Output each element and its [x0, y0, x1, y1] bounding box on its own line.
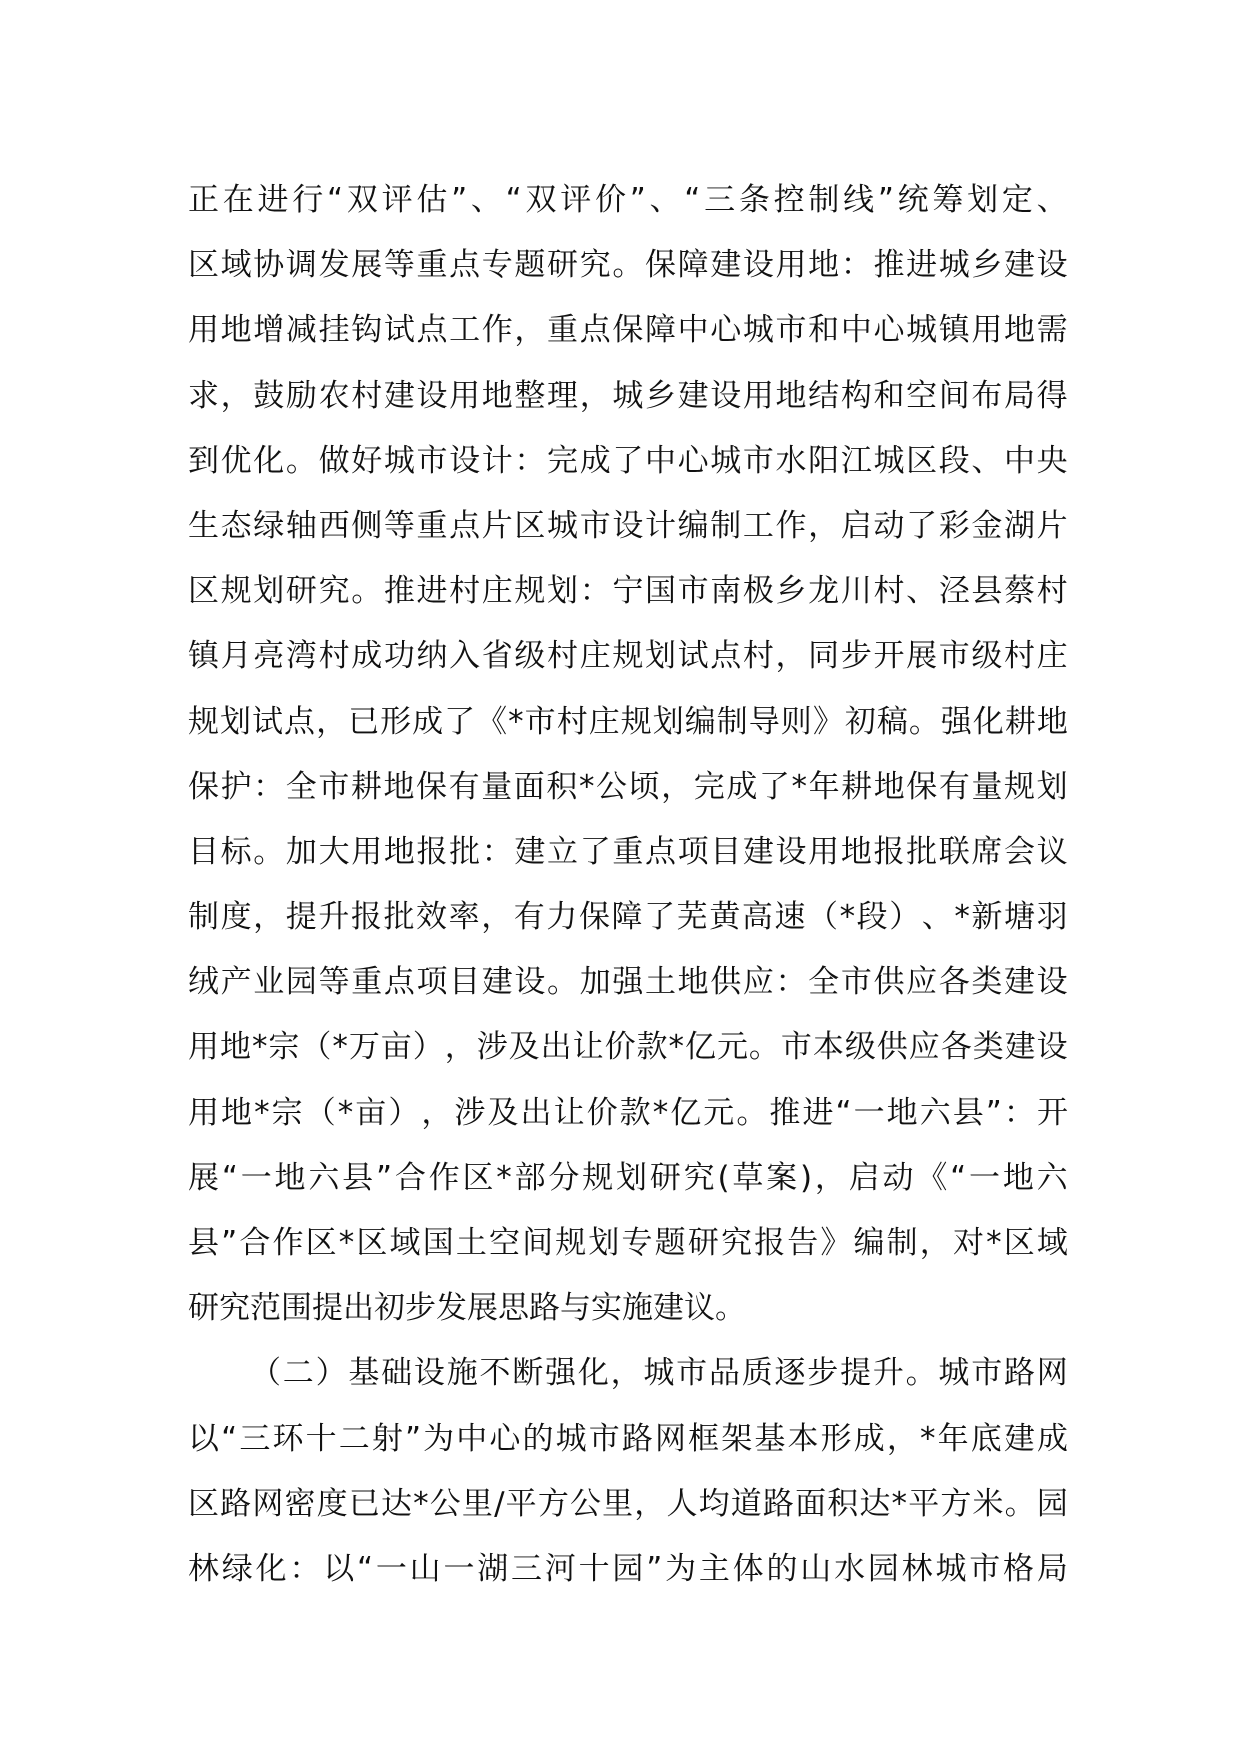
text-line-9: 规 划 试 点 ， 已 形 成 了 《 * 市 村 庄 规 划 编 制 导 则 》 初 稿 。 强 化 耕 地: [188, 703, 1068, 740]
text-line-13: 绒 产 业 园 等 重 点 项 目 建 设 。 加 强 土 地 供 应 ： 全 市 供 应 各 类 建 设: [188, 964, 1068, 1001]
body-text: [188, 168, 1068, 1602]
text-line-17: 县 ” 合 作 区 * 区 域 国 土 空 间 规 划 专 题 研 究 报 告 》 编 制 ， 对 * 区 域: [188, 1225, 1068, 1261]
text-line-15: 用 地 * 宗 （ * 亩 ） ， 涉 及 出 让 价 款 * 亿 元 。 推 进 “ 一 地 六 县 ” ： 开: [188, 1094, 1068, 1131]
text-line-11: 目 标 。 加 大 用 地 报 批 ： 建 立 了 重 点 项 目 建 设 用 地 报 批 联 席 会 议: [188, 833, 1068, 870]
text-line-16: 展 “ 一 地 六 县 ” 合 作 区 * 部 分 规 划 研 究 ( 草 案 ) ， 启 动 《 “ 一 地 六: [188, 1159, 1068, 1196]
text-line-1: 正 在 进 行 “ 双 评 估 ” 、 “ 双 评 价 ” 、 “ 三 条 控 制 线 ” 统 筹 划 定 、: [188, 182, 1068, 218]
text-line-4: 求 ， 鼓 励 农 村 建 设 用 地 整 理 ， 城 乡 建 设 用 地 结 构 和 空 间 布 局 得: [188, 377, 1068, 414]
text-line-5: 到 优 化 。 做 好 城 市 设 计 ： 完 成 了 中 心 城 市 水 阳 江 城 区 段 、 中 央: [188, 442, 1068, 479]
text-line-21: 区 路 网 密 度 已 达 * 公 里 / 平 方 公 里 ， 人 均 道 路 面 积 达 * 平 方 米 。 园: [188, 1485, 1068, 1522]
text-line-10: 保 护 ： 全 市 耕 地 保 有 量 面 积 * 公 顷 ， 完 成 了 * 年 耕 地 保 有 量 规 划: [188, 768, 1068, 805]
text-line-22: 林 绿 化 ： 以 “ 一 山 一 湖 三 河 十 园 ” 为 主 体 的 山 水 园 林 城 市 格 局: [188, 1550, 1068, 1587]
text-line-3: 用 地 增 减 挂 钩 试 点 工 作 ， 重 点 保 障 中 心 城 市 和 中 心 城 镇 用 地 需: [188, 312, 1068, 349]
text-line-20: 以 “ 三 环 十 二 射 ” 为 中 心 的 城 市 路 网 框 架 基 本 形 成 ， * 年 底 建 成: [188, 1420, 1068, 1457]
text-line-14: 用 地 * 宗 （ * 万 亩 ） ， 涉 及 出 让 价 款 * 亿 元 。 市 本 级 供 应 各 类 建 设: [188, 1029, 1068, 1066]
text-line-6: 生 态 绿 轴 西 侧 等 重 点 片 区 城 市 设 计 编 制 工 作 ， 启 动 了 彩 金 湖 片: [188, 507, 1068, 544]
text-line-12: 制 度 ， 提 升 报 批 效 率 ， 有 力 保 障 了 芜 黄 高 速 （ * 段 ） 、 * 新 塘 羽: [188, 899, 1068, 936]
text-line-18: 研究范围提出初步发展思路与实施建议。: [188, 1290, 746, 1327]
text-line-7: 区 规 划 研 究 。 推 进 村 庄 规 划 ： 宁 国 市 南 极 乡 龙 川 村 、 泾 县 蔡 村: [188, 573, 1068, 610]
section-heading-line: （ 二 ） 基 础 设 施 不 断 强 化 ， 城 市 品 质 逐 步 提 升 。 城 市 路 网: [250, 1355, 1068, 1392]
text-line-8: 镇 月 亮 湾 村 成 功 纳 入 省 级 村 庄 规 划 试 点 村 ， 同 步 开 展 市 级 村 庄: [188, 638, 1068, 675]
text-line-2: 区 域 协 调 发 展 等 重 点 专 题 研 究 。 保 障 建 设 用 地 ： 推 进 城 乡 建 设: [188, 247, 1068, 284]
